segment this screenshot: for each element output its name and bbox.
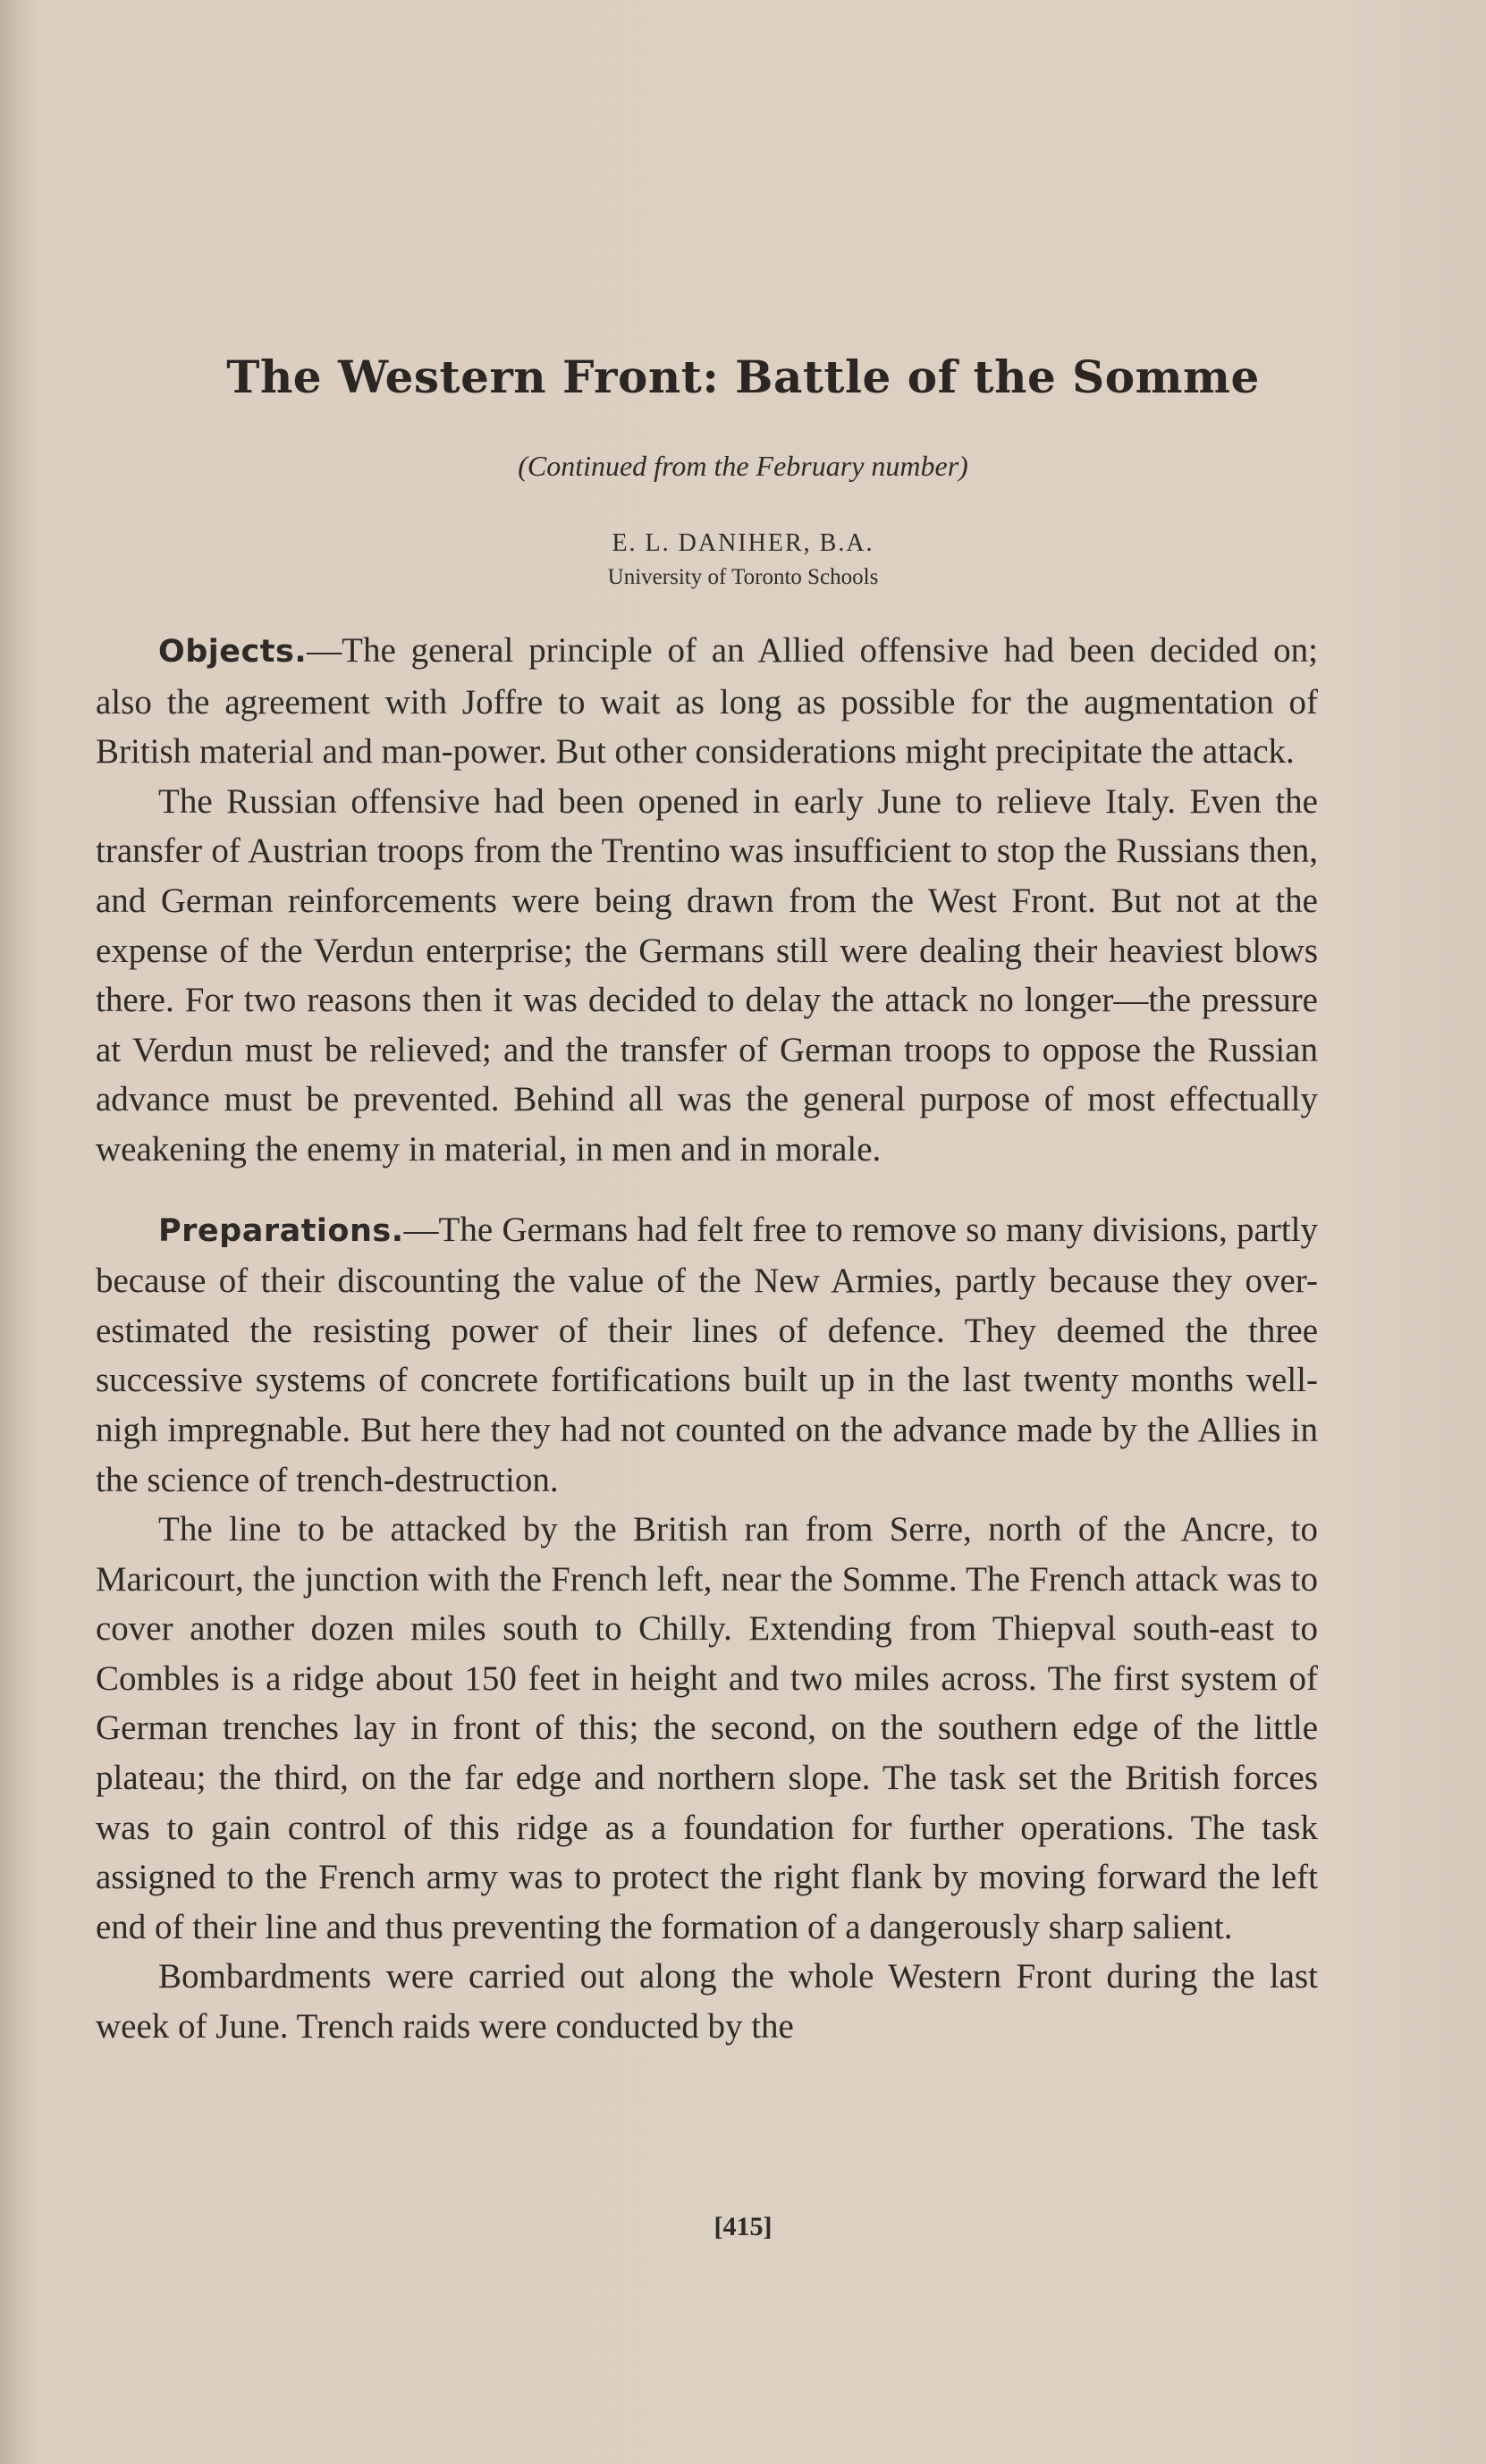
paragraph-text: —The Germans had felt free to remove so many divisions, partly because of their discounting the value of the New Armies, partly because they over-estimated the resisting power of their lines of defence. They deemed the three successive systems of concrete fortifications built up in the last twenty months well-nigh impregnable. But here they had not counted on the advance made by the Allies in the science of trench-destruction. — [96, 1210, 1318, 1499]
page-number: [415] — [713, 2212, 773, 2241]
paragraph-preparations-2: The line to be attacked by the British ran from Serre, north of the Ancre, to Maricourt, the junction with the French left, near the Somme. The French attack was to cover another dozen miles south to Chilly. Extending from Thiepval south-east to Combles is a ridge about 150 feet in height and two miles across. The first system of German trenches lay in front of this; the second, on the southern edge of the little plateau; the third, on the far edge and northern slope. The task set the British forces was to gain control of this ridge as a foundation for further operations. The task assigned to the French army was to protect the right flank by moving forward the left end of their line and thus preventing the formation of a dangerously sharp salient. — [96, 1510, 1318, 1946]
article-title: The Western Front: Battle of the Somme — [226, 350, 1260, 403]
paragraph-text: —The general principle of an Allied offensive had been decided on; also the agreement with Joffre to wait as long as possible for the augmentation of British material and man-power. But other considerations might precipitate the attack. — [96, 631, 1318, 772]
paragraph-preparations-1 — [96, 1205, 1318, 1506]
section-heading-preparations: Preparations. — [158, 1212, 404, 1249]
paragraph-objects-1 — [96, 626, 1318, 777]
author-affiliation: University of Toronto Schools — [607, 565, 879, 589]
section-heading-objects: Objects. — [158, 634, 308, 670]
article-body — [96, 626, 1318, 2052]
paragraph-preparations-3: Bombardments were carried out along the whole Western Front during the last week of June. Trench raids were conducted by the — [96, 1957, 1318, 2046]
article-author: E. L. DANIHER, B.A. — [612, 529, 874, 557]
article-subtitle: (Continued from the February number) — [518, 450, 968, 482]
paragraph-objects-2: The Russian offensive had been opened in early June to relieve Italy. Even the transfer of Austrian troops from the Trentino was insufficient to stop the Russians then, and German reinforcements were being drawn from the West Front. But not at the expense of the Verdun enterprise; the Germans still were dealing their heaviest blows there. For two reasons then it was decided to delay the attack no longer—the pressure at Verdun must be relieved; and the transfer of German troops to oppose the Russian advance must be prevented. Behind all was the general purpose of most effectually weakening the enemy in material, in men and in morale. — [96, 781, 1318, 1169]
